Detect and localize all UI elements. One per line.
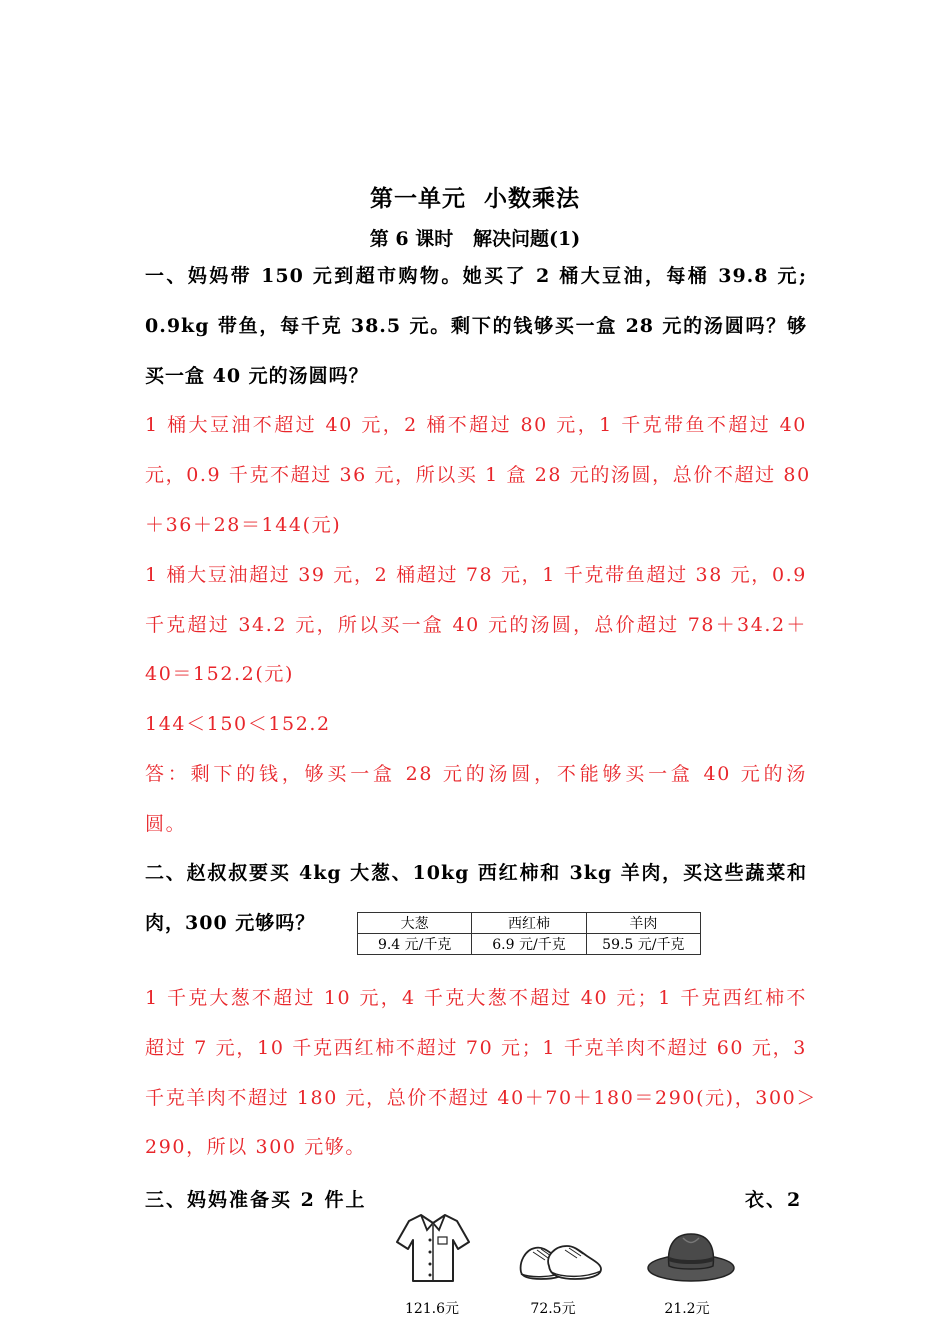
q3-text-left: 三、妈妈准备买 2 件上 xyxy=(145,1189,367,1211)
q1-answer-line-6: 40＝152.2(元) xyxy=(145,663,294,685)
price-table-header: 西红柿 xyxy=(472,913,586,934)
q1-answer-line-9: 圆。 xyxy=(145,813,187,835)
lesson-subtitle: 第 6 课时 解决问题(1) xyxy=(369,228,581,250)
q2-answer-line-3: 千克羊肉不超过 180 元，总价不超过 40＋70＋180＝290(元)，300＞ xyxy=(145,1087,817,1109)
q2-line-2: 肉，300 元够吗？ xyxy=(145,912,316,934)
price-table xyxy=(357,912,701,955)
q1-line-2: 0.9kg 带鱼，每千克 38.5 元。剩下的钱够买一盒 28 元的汤圆吗？够 xyxy=(145,315,807,337)
q2-line-1: 二、赵叔叔要买 4kg 大葱、10kg 西红柿和 3kg 羊肉，买这些蔬菜和 xyxy=(145,862,807,884)
hat-icon xyxy=(645,1228,737,1290)
price-table-cell: 6.9 元/千克 xyxy=(472,934,586,955)
q2-answer-line-1: 1 千克大葱不超过 10 元，4 千克大葱不超过 40 元；1 千克西红柿不 xyxy=(145,987,807,1009)
q1-answer-line-3: ＋36＋28＝144(元) xyxy=(145,514,342,536)
price-table-header: 羊肉 xyxy=(586,913,700,934)
q2-answer-line-4: 290，所以 300 元够。 xyxy=(145,1136,367,1158)
q1-answer-line-1: 1 桶大豆油不超过 40 元，2 桶不超过 80 元，1 千克带鱼不超过 40 xyxy=(145,414,807,436)
q1-line-1: 一、妈妈带 150 元到超市购物。她买了 2 桶大豆油，每桶 39.8 元; xyxy=(145,265,807,287)
q1-answer-line-4: 1 桶大豆油超过 39 元，2 桶超过 78 元，1 千克带鱼超过 38 元，0.9 xyxy=(145,564,807,586)
shirt-price: 121.6元 xyxy=(404,1301,460,1317)
shirt-icon xyxy=(395,1212,471,1288)
price-table-price-row xyxy=(358,934,701,955)
q3-text-right: 衣、2 xyxy=(745,1189,803,1211)
q1-answer-line-8: 答：剩下的钱，够买一盒 28 元的汤圆，不能够买一盒 40 元的汤 xyxy=(145,763,807,785)
q1-answer-line-2: 元，0.9 千克不超过 36 元，所以买 1 盒 28 元的汤圆，总价不超过 80 xyxy=(145,464,811,486)
shoes-icon xyxy=(515,1236,605,1286)
q1-answer-line-5: 千克超过 34.2 元，所以买一盒 40 元的汤圆，总价超过 78＋34.2＋ xyxy=(145,614,807,636)
price-table-cell: 9.4 元/千克 xyxy=(358,934,472,955)
price-table-header: 大葱 xyxy=(358,913,472,934)
price-table-header-row xyxy=(358,913,701,934)
shoes-price: 72.5元 xyxy=(530,1301,576,1317)
q1-line-3: 买一盒 40 元的汤圆吗？ xyxy=(145,365,369,387)
hat-price: 21.2元 xyxy=(664,1301,710,1317)
price-table-cell: 59.5 元/千克 xyxy=(586,934,700,955)
q1-answer-line-7: 144＜150＜152.2 xyxy=(145,713,331,735)
unit-title: 第一单元 小数乘法 xyxy=(369,185,580,212)
q2-answer-line-2: 超过 7 元，10 千克西红柿不超过 70 元；1 千克羊肉不超过 60 元，3 xyxy=(145,1037,807,1059)
